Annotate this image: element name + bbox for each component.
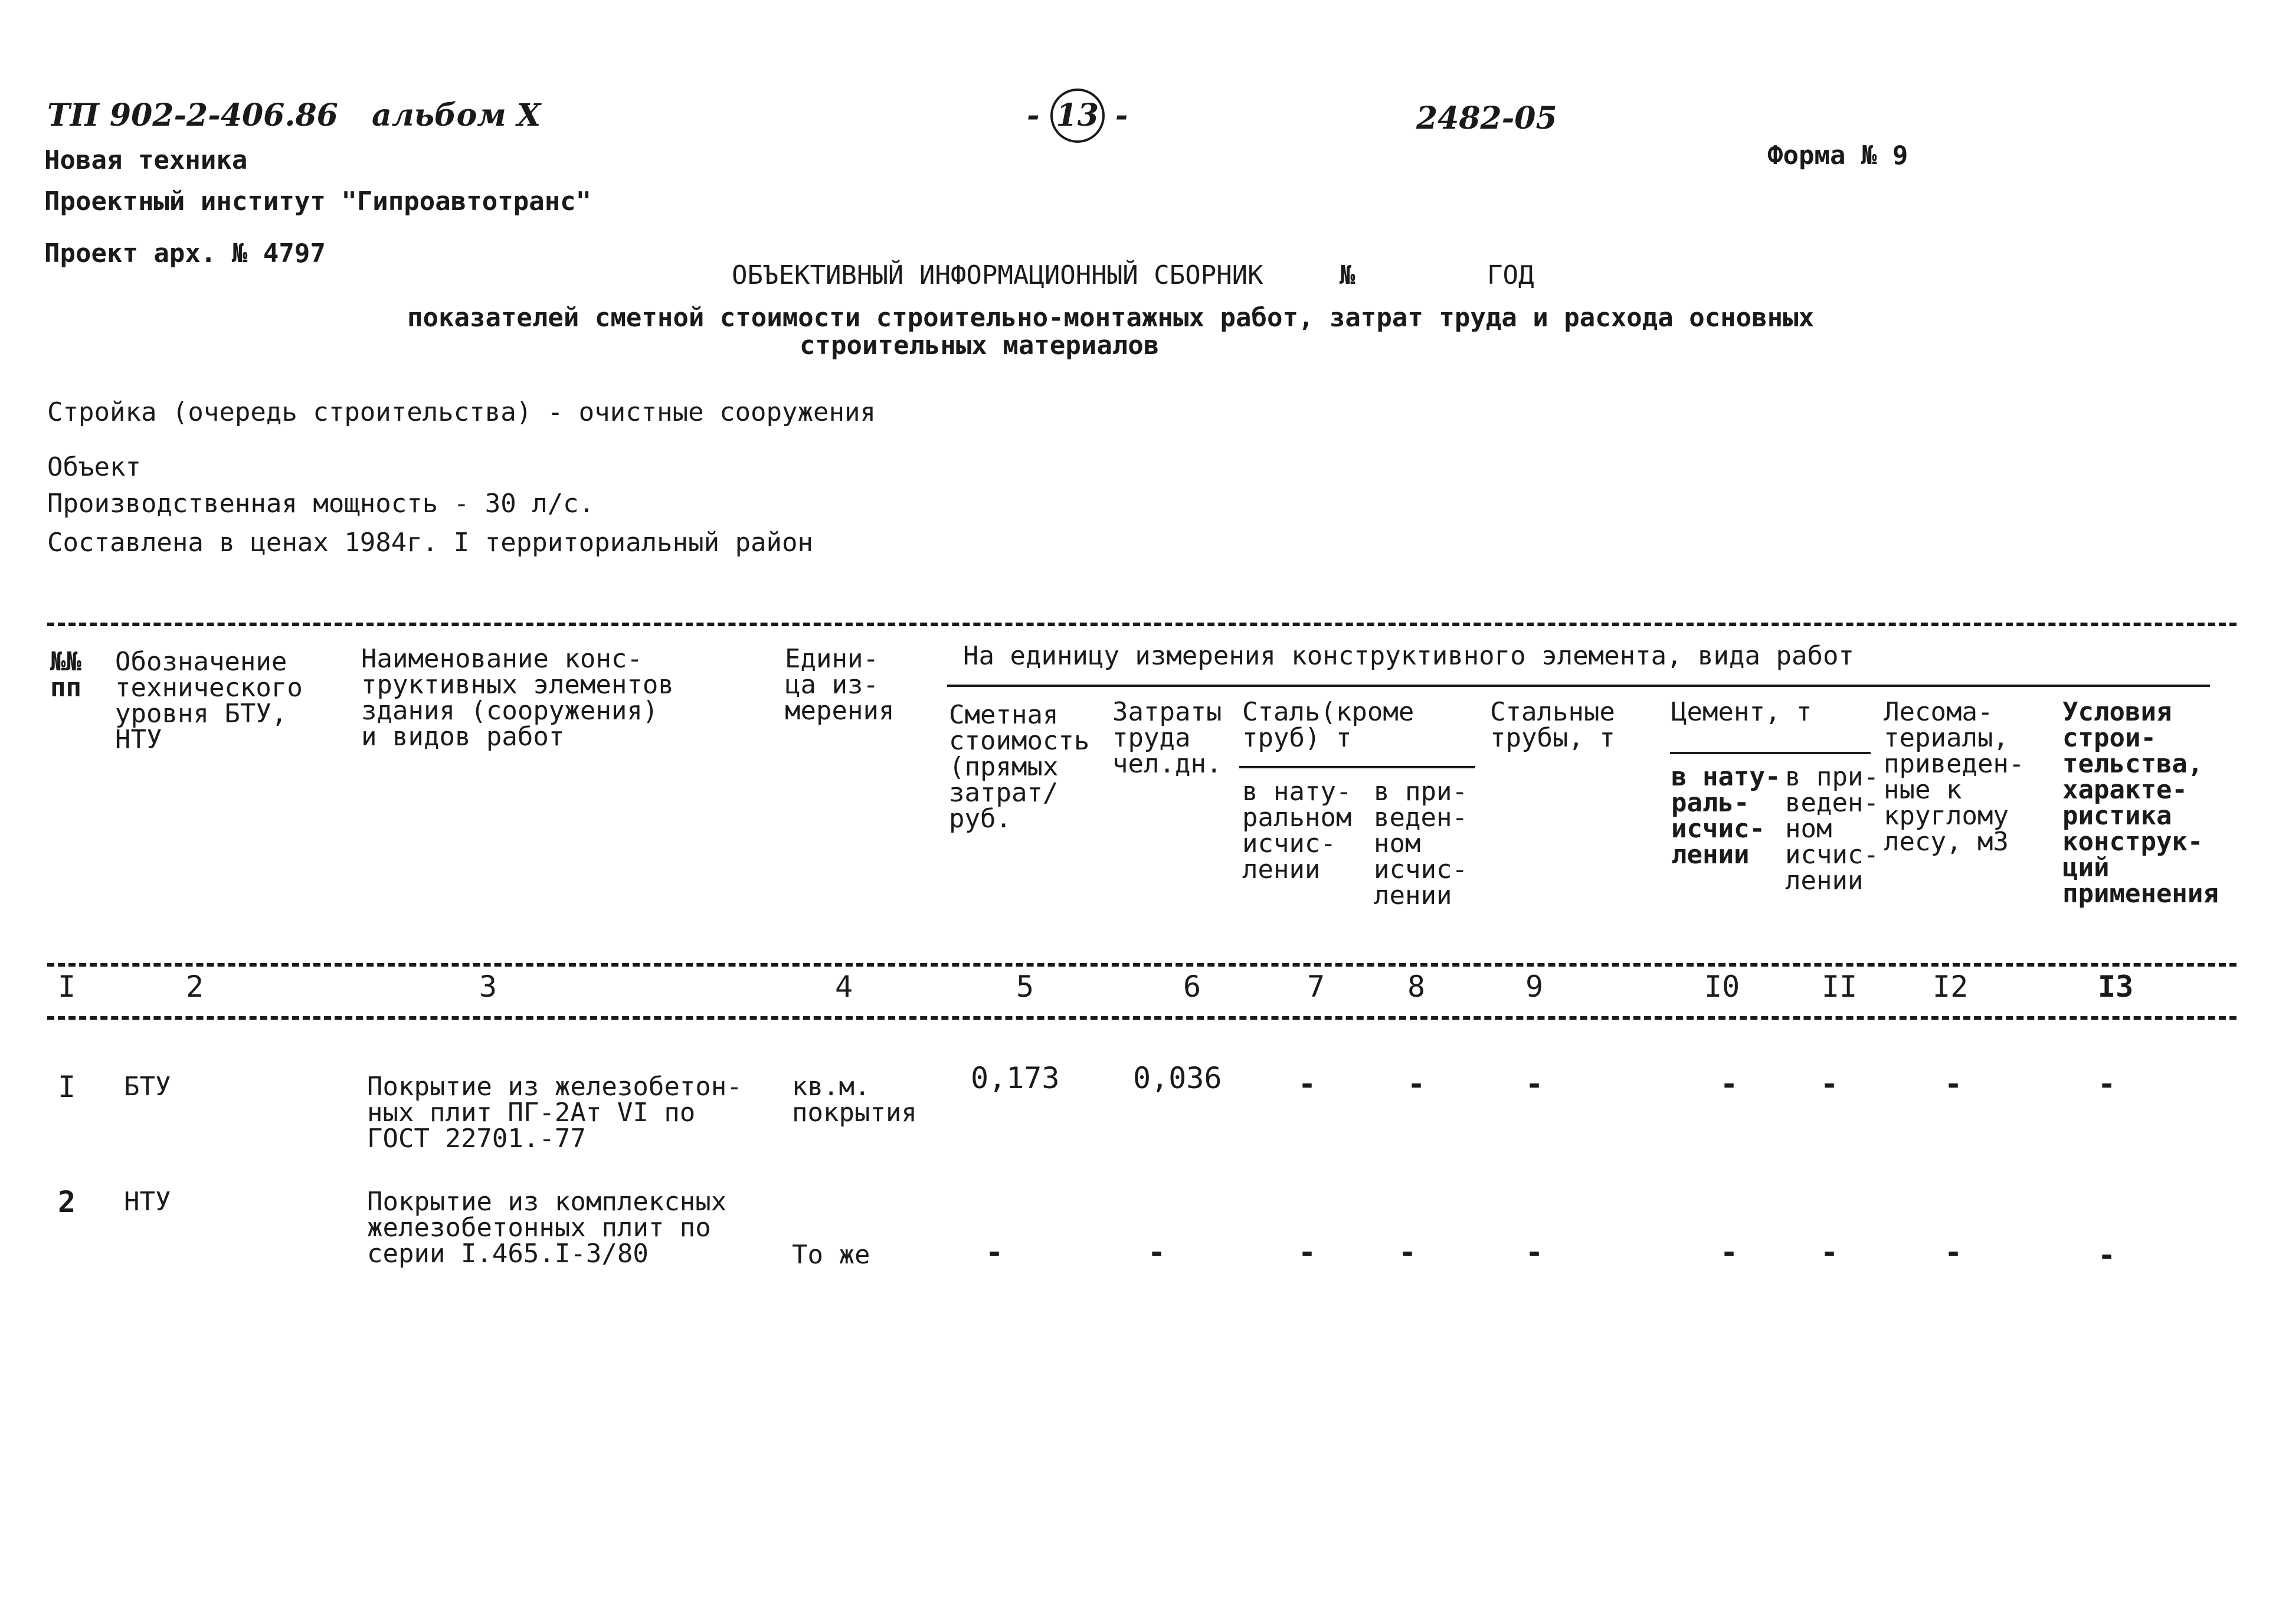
col-number-8: 8: [1407, 970, 1426, 1004]
header-col-10: в нату- раль- исчис- лении: [1671, 762, 1781, 870]
info-site: Стройка (очередь строительства) - очистные сооружения: [47, 397, 876, 427]
header-col-6: Затраты труда чел.дн.: [1112, 697, 1222, 779]
header-steel: Сталь(кроме труб) т: [1242, 697, 1414, 753]
title-main: ОБЪЕКТИВНЫЙ ИНФОРМАЦИОННЫЙ СБОРНИК: [732, 260, 1263, 290]
col-number-9: 9: [1525, 970, 1544, 1004]
header-line-new-tech: Новая техника: [44, 145, 248, 175]
row-2-name: Покрытие из комплексных железобетонных плит по серии I.465.I-3/80: [367, 1187, 727, 1269]
col-number-2: 2: [186, 970, 204, 1004]
header-col-12: Лесома- териалы, приведен- ные к круглому лесу, м3: [1884, 697, 2025, 857]
col-numbers-bottom-rule: [47, 1016, 2237, 1020]
row-1-col-11: -: [1820, 1067, 1839, 1101]
info-capacity: Производственная мощность - 30 л/с.: [47, 489, 595, 519]
header-bottom-rule: [47, 963, 2237, 967]
col-number-3: 3: [479, 970, 497, 1004]
row-1-col-8: -: [1407, 1067, 1426, 1101]
row-2-col-8: -: [1399, 1235, 1417, 1269]
row-1-col-12: -: [1944, 1067, 1963, 1101]
col-number-13: I3: [2098, 970, 2134, 1004]
row-2-col-9: -: [1525, 1235, 1544, 1269]
col-number-5: 5: [1016, 970, 1034, 1004]
row-2-col-10: -: [1720, 1235, 1738, 1269]
row-1-level: БТУ: [124, 1072, 171, 1102]
row-1-col-13: -: [2098, 1067, 2116, 1101]
title-number-sign: №: [1340, 260, 1355, 290]
col-number-4: 4: [835, 970, 853, 1004]
header-col-1: №№ пп: [50, 647, 81, 703]
col-number-1: I: [58, 970, 76, 1004]
row-2-col-11: -: [1820, 1235, 1839, 1269]
row-1-labor: 0,036: [1133, 1061, 1222, 1095]
header-cement: Цемент, т: [1671, 697, 1812, 727]
row-2-col-13: -: [2098, 1238, 2116, 1272]
col-number-6: 6: [1183, 970, 1201, 1004]
title-subtitle-1: показателей сметной стоимости строительно-монтажных работ, затрат труда и расхода основных: [407, 303, 1815, 333]
row-2-col-12: -: [1944, 1235, 1963, 1269]
row-2-level: НТУ: [124, 1187, 171, 1217]
row-2-number: 2: [58, 1185, 76, 1219]
row-1-name: Покрытие из железобетон- ных плит ПГ-2Ат VI по ГОСТ 22701.-77: [367, 1072, 742, 1154]
header-line-institute: Проектный институт "Гипроавтотранс": [44, 186, 592, 217]
table-top-rule: [47, 623, 2237, 626]
header-col-3: Наименование конс- труктивных элементов здания (сооружения) и видов работ: [361, 644, 674, 752]
cement-subheader-rule: [1670, 752, 1871, 754]
row-2-cost: -: [985, 1235, 1004, 1269]
info-prices: Составлена в ценах 1984г. I территориальный район: [47, 528, 814, 558]
header-col-9: Стальные трубы, т: [1490, 697, 1615, 753]
row-1-col-9: -: [1525, 1067, 1544, 1101]
header-col-2: Обозначение технического уровня БТУ, НТУ: [115, 647, 303, 755]
album-label: альбом X: [372, 97, 541, 133]
row-2-labor: -: [1148, 1235, 1166, 1269]
page-dash-left: -: [1027, 97, 1040, 133]
col-number-11: II: [1822, 970, 1858, 1004]
info-object: Объект: [47, 452, 141, 482]
header-col-11: в при- веден- ном исчис- лении: [1785, 762, 1879, 896]
title-subtitle-2: строительных материалов: [800, 330, 1160, 361]
col-number-10: I0: [1704, 970, 1740, 1004]
header-col-7: в нату- ральном исчис- лении: [1242, 777, 1352, 885]
header-col-13: Условия строи- тельства, характе- ристика конструк- ций применения: [2062, 697, 2219, 909]
row-1-number: I: [58, 1070, 76, 1104]
header-col-8: в при- веден- ном исчис- лении: [1374, 777, 1468, 911]
header-line-project: Проект арх. № 4797: [44, 238, 326, 269]
row-1-col-10: -: [1720, 1067, 1738, 1101]
header-col-4: Едини- ца из- мерения: [785, 644, 895, 726]
header-col-5: Сметная стоимость (прямых затрат/ руб.: [949, 700, 1090, 834]
row-1-col-7: -: [1298, 1067, 1317, 1101]
sheet-code: 2482-05: [1416, 100, 1557, 136]
row-1-unit: кв.м. покрытия: [792, 1072, 917, 1128]
title-year: ГОД: [1487, 260, 1534, 290]
page-dash-right: -: [1115, 97, 1128, 133]
col-number-12: I2: [1933, 970, 1969, 1004]
header-group: На единицу измерения конструктивного элемента, вида работ: [963, 641, 1854, 671]
page-number-block: [1027, 89, 1128, 143]
row-2-unit: То же: [792, 1240, 870, 1270]
row-2-col-7: -: [1298, 1235, 1317, 1269]
steel-subheader-rule: [1239, 766, 1475, 768]
page-number: 13: [1050, 89, 1105, 143]
row-1-cost: 0,173: [971, 1061, 1060, 1095]
col-number-7: 7: [1307, 970, 1325, 1004]
document-code: ТП 902-2-406.86: [47, 97, 338, 133]
group-header-rule: [947, 685, 2210, 687]
form-label: Форма № 9: [1767, 140, 1908, 171]
